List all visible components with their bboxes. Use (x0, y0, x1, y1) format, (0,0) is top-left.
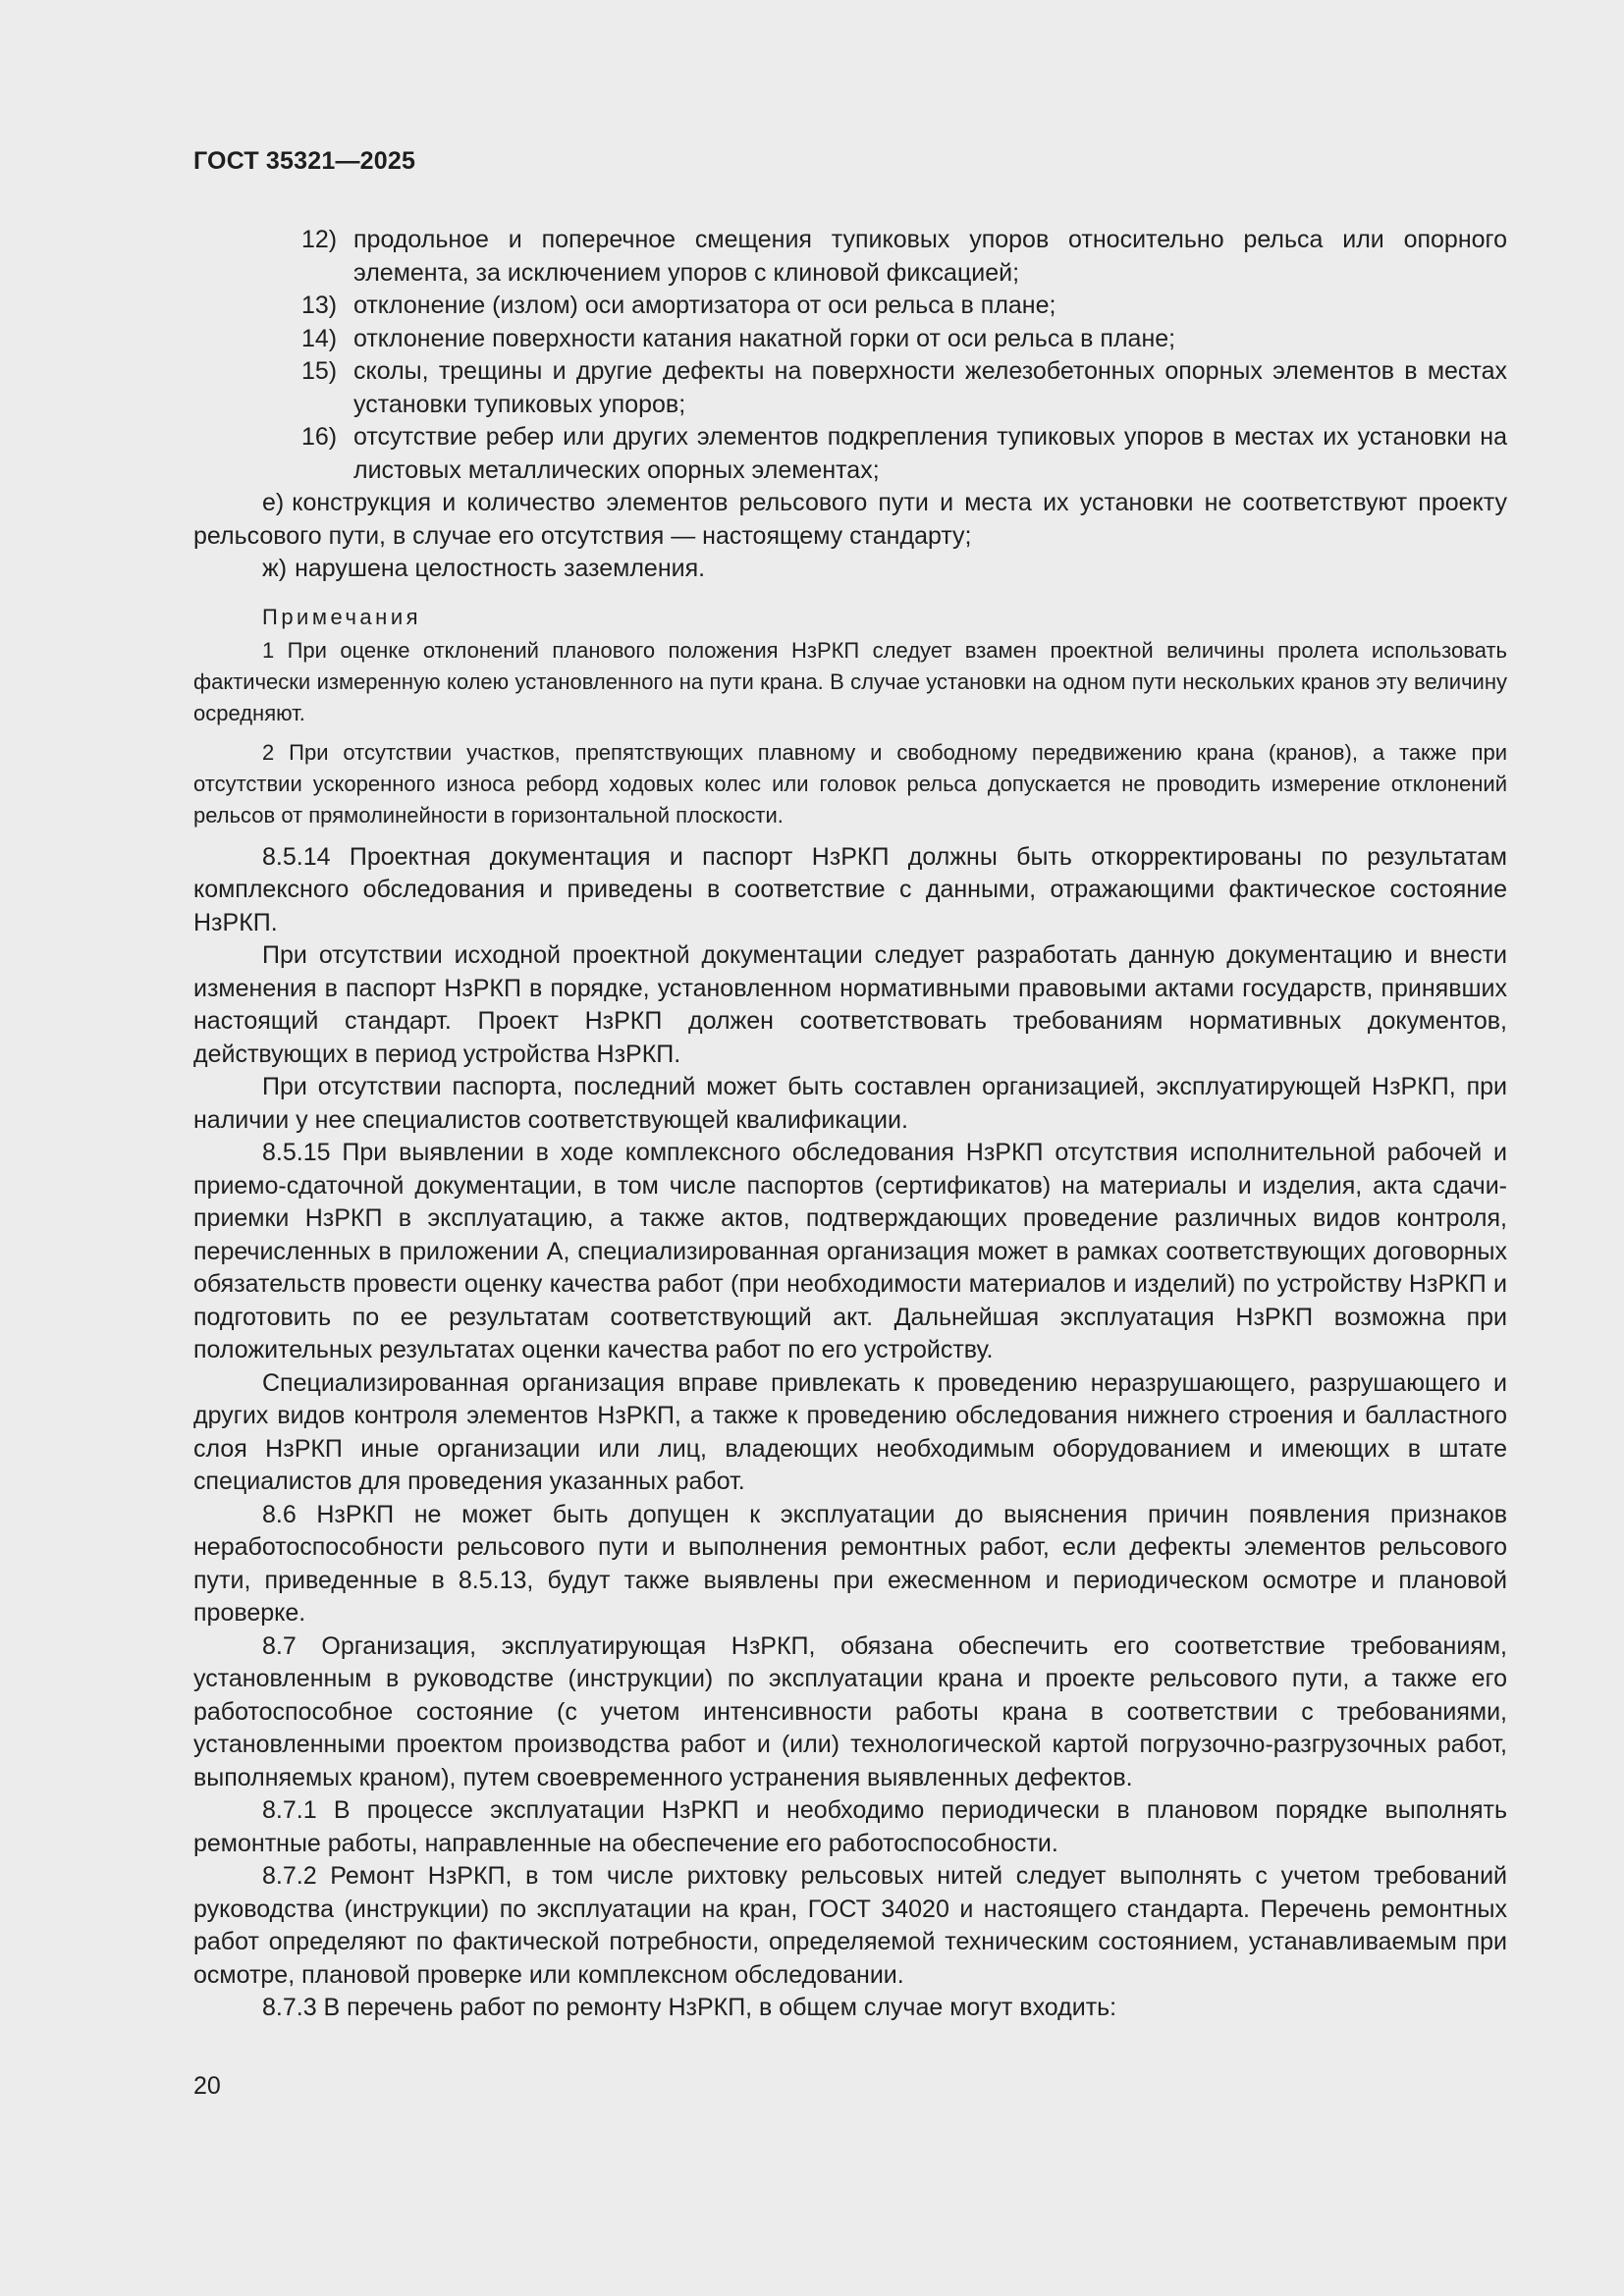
list-item-text: отсутствие ребер или других элементов подкрепления тупиковых упоров в местах их установки на листовых металлических опорных элементах; (353, 423, 1507, 484)
list-item (193, 224, 1507, 290)
page-number: 20 (193, 2072, 221, 2100)
list-item (193, 290, 1507, 323)
list-item-number: 15) (301, 357, 338, 385)
list-item-text: сколы, трещины и другие дефекты на поверхности железобетонных опорных элементов в местах установки тупиковых упоров; (353, 357, 1507, 418)
document-header: ГОСТ 35321—2025 (193, 147, 416, 175)
list-item-number: 13) (301, 292, 338, 319)
paragraph: 8.7.3 В перечень работ по ремонту НзРКП, в общем случае могут входить: (262, 1994, 1117, 2021)
letter-item (193, 487, 1507, 553)
letter-item-mark: ж) (262, 555, 288, 582)
letter-item-text: нарушена целостность заземления. (295, 555, 706, 582)
letter-item-mark: е) (262, 489, 285, 516)
paragraph: При отсутствии исходной проектной документации следует разработать данную документацию и внести изменения в паспорт НзРКП в порядке, установленном нормативными правовыми актами государств, принявших настоящий стандарт. Проект НзРКП должен соответствовать требованиям нормативных документов, действующих в период устройства НзРКП. (193, 941, 1507, 1068)
list-item-number: 12) (301, 226, 338, 253)
list-item (193, 323, 1507, 356)
list-item-number: 14) (301, 324, 338, 352)
notes-title: Примечания (262, 604, 422, 629)
list-item-text: продольное и поперечное смещения тупиковых упоров относительно рельса или опорного элемента, за исключением упоров с клиновой фиксацией; (353, 226, 1507, 287)
list-item-number: 16) (301, 423, 338, 451)
paragraph: 8.5.15 При выявлении в ходе комплексного обследования НзРКП отсутствия исполнительной рабочей и приемо-сдаточной документации, в том числе паспортов (сертификатов) на материалы и изделия, акта сдачи-приемки НзРКП в эксплуатацию, а также актов, подтверждающих проведение различных видов контроля, перечисленных в приложении А, специализированная организация может в рамках соответствующих договорных обязательств провести оценку качества работ (при необходимости материалов и изделий) по устройству НзРКП и подготовить по ее результатам соответствующий акт. Дальнейшая эксплуатация НзРКП возможна при положительных результатах оценки качества работ по его устройству. (193, 1139, 1507, 1363)
list-item-text: отклонение (излом) оси амортизатора от оси рельса в плане; (353, 292, 1056, 319)
paragraph: При отсутствии паспорта, последний может быть составлен организацией, эксплуатирующей НзРКП, при наличии у нее специалистов соответствующей квалификации. (193, 1073, 1507, 1134)
paragraph: 8.7.1 В процессе эксплуатации НзРКП и необходимо периодически в плановом порядке выполнять ремонтные работы, направленные на обеспечение его работоспособности. (193, 1796, 1507, 1857)
list-item (193, 421, 1507, 487)
paragraph: 8.5.14 Проектная документация и паспорт НзРКП должны быть откорректированы по результатам комплексного обследования и приведены в соответствие с данными, отражающими фактическое состояние НзРКП. (193, 842, 1507, 936)
paragraph: 8.7.2 Ремонт НзРКП, в том числе рихтовку рельсовых нитей следует выполнять с учетом требований руководства (инструкции) по эксплуатации на кран, ГОСТ 34020 и настоящего стандарта. Перечень ремонтных работ определяют по фактической потребности, определяемой техническим состоянием, устанавливаемым при осмотре, плановой проверке или комплексном обследовании. (193, 1862, 1507, 1989)
paragraph: Специализированная организация вправе привлекать к проведению неразрушающего, разрушающего и других видов контроля элементов НзРКП, а также к проведению обследования нижнего строения и балластного слоя НзРКП иные организации или лиц, владеющих необходимым оборудованием и имеющих в штате специалистов для проведения указанных работ. (193, 1368, 1507, 1495)
main-text (193, 841, 1507, 2025)
letter-item (193, 553, 1507, 586)
note-item: 2 При отсутствии участков, препятствующих плавному и свободному передвижению крана (кранов), а также при отсутствии ускоренного износа реборд ходовых колес или головок рельса допускается не проводить измерение отклонений рельсов от прямолинейности в горизонтальной плоскости. (193, 739, 1507, 828)
list-item (193, 355, 1507, 421)
list-item-text: отклонение поверхности катания накатной горки от оси рельса в плане; (353, 324, 1176, 352)
document-body (193, 224, 1507, 2025)
note-item: 1 При оценке отклонений планового положения НзРКП следует взамен проектной величины пролета использовать фактически измеренную колею установленного на пути крана. В случае установки на одном пути нескольких кранов эту величину осредняют. (193, 637, 1507, 725)
letter-item-text: конструкция и количество элементов рельсового пути и места их установки не соответствуют проекту рельсового пути, в случае его отсутствия — настоящему стандарту; (193, 489, 1507, 550)
paragraph: 8.7 Организация, эксплуатирующая НзРКП, обязана обеспечить его соответствие требованиям, установленным в руководстве (инструкции) по эксплуатации крана и проекте рельсового пути, а также его работоспособное состояние (с учетом интенсивности работы крана в соответствии с требованиями, установленными проектом производства работ и (или) технологической картой погрузочно-разгрузочных работ, выполняемых краном), путем своевременного устранения выявленных дефектов. (193, 1631, 1507, 1791)
paragraph: 8.6 НзРКП не может быть допущен к эксплуатации до выяснения причин появления признаков неработоспособности рельсового пути и выполнения ремонтных работ, если дефекты элементов рельсового пути, приведенные в 8.5.13, будут также выявлены при ежесменном и периодическом осмотре и плановой проверке. (193, 1500, 1507, 1627)
